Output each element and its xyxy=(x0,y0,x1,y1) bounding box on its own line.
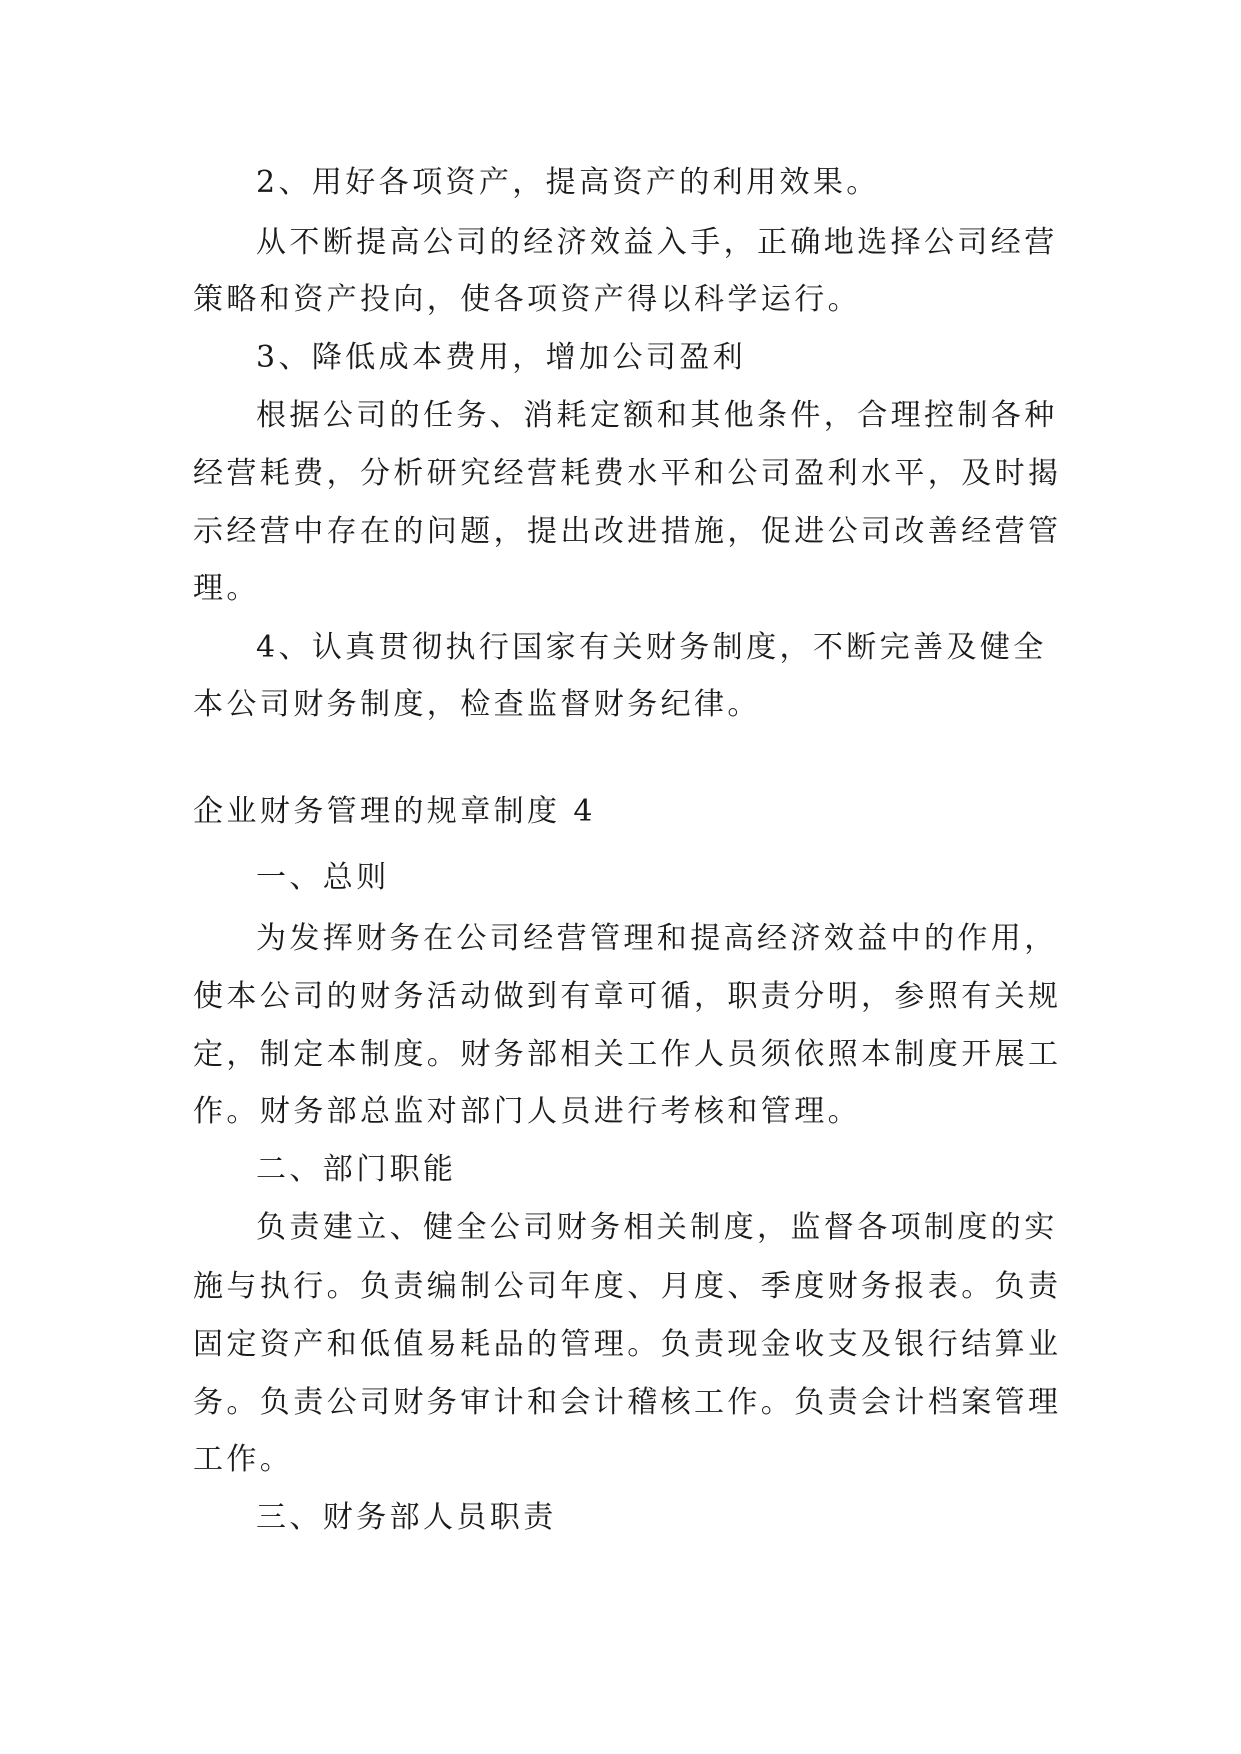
general-line-4: 作。财务部总监对部门人员进行考核和管理。 xyxy=(193,1094,861,1129)
item3-body-line-4: 理。 xyxy=(193,571,260,606)
dept-line-2: 施与执行。负责编制公司年度、月度、季度财务报表。负责 xyxy=(193,1269,1062,1304)
item2-heading: 2、用好各项资产，提高资产的利用效果。 xyxy=(256,165,880,200)
item3-heading: 3、降低成本费用，增加公司盈利 xyxy=(256,340,747,375)
general-line-1: 为发挥财务在公司经营管理和提高经济效益中的作用， xyxy=(256,921,1058,956)
staff-heading: 三、财务部人员职责 xyxy=(256,1500,557,1535)
dept-line-5: 工作。 xyxy=(193,1442,294,1477)
item2-body-line-1: 从不断提高公司的经济效益入手，正确地选择公司经营 xyxy=(256,225,1058,260)
item3-body-line-2: 经营耗费，分析研究经营耗费水平和公司盈利水平，及时揭 xyxy=(193,456,1062,491)
dept-line-4: 务。负责公司财务审计和会计稽核工作。负责会计档案管理 xyxy=(193,1385,1062,1420)
item2-body-line-2: 策略和资产投向，使各项资产得以科学运行。 xyxy=(193,282,861,317)
general-line-3: 定，制定本制度。财务部相关工作人员须依照本制度开展工 xyxy=(193,1037,1062,1072)
item4-line-1: 4、认真贯彻执行国家有关财务制度，不断完善及健全 xyxy=(256,630,1047,665)
dept-line-3: 固定资产和低值易耗品的管理。负责现金收支及银行结算业 xyxy=(193,1327,1062,1362)
dept-heading: 二、部门职能 xyxy=(256,1152,457,1187)
general-heading: 一、总则 xyxy=(256,860,390,895)
item3-body-line-3: 示经营中存在的问题，提出改进措施，促进公司改善经营管 xyxy=(193,514,1062,549)
section4-title: 企业财务管理的规章制度 4 xyxy=(193,794,596,829)
item4-line-2: 本公司财务制度，检查监督财务纪律。 xyxy=(193,687,761,722)
general-line-2: 使本公司的财务活动做到有章可循，职责分明，参照有关规 xyxy=(193,979,1062,1014)
dept-line-1: 负责建立、健全公司财务相关制度，监督各项制度的实 xyxy=(256,1210,1058,1245)
item3-body-line-1: 根据公司的任务、消耗定额和其他条件，合理控制各种 xyxy=(256,398,1058,433)
